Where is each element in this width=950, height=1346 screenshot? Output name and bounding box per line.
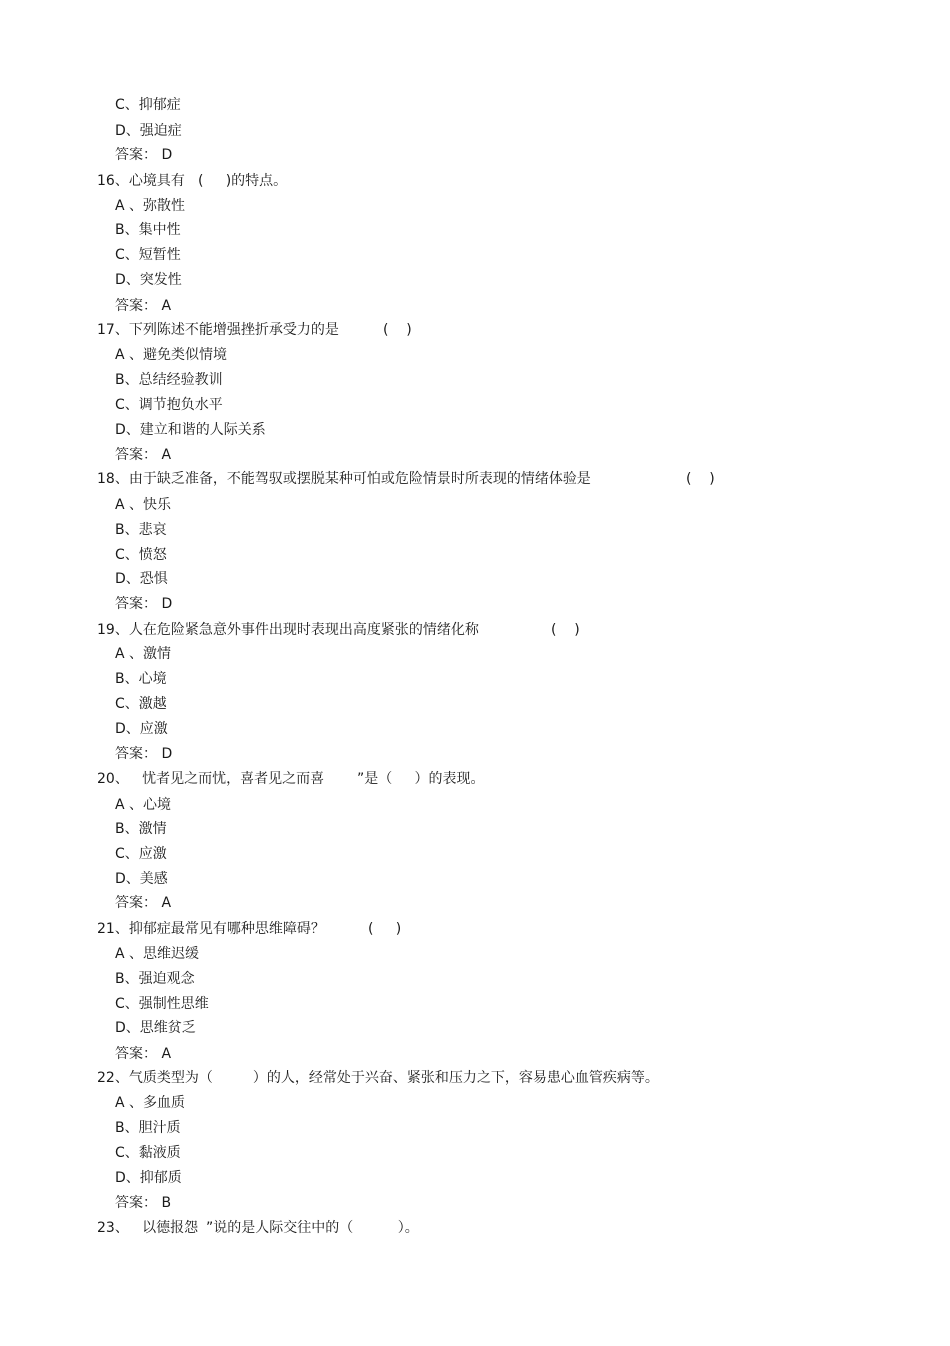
- question-bracket: ( ): [383, 322, 412, 338]
- option-line: C、抑郁症: [115, 97, 181, 113]
- option-line: A 、激情: [115, 646, 172, 662]
- option-line: B、集中性: [115, 222, 181, 238]
- option-line: C、调节抱负水平: [115, 397, 223, 413]
- question-bracket: ”说的是人际交往中的（ ）。: [206, 1220, 419, 1236]
- question-bracket: ”是（ ）的表现。: [357, 771, 485, 787]
- option-line: B、激情: [115, 821, 167, 837]
- option-line: A 、心境: [115, 797, 172, 813]
- option-line: C、激越: [115, 696, 167, 712]
- question-stem: 19、人在危险紧急意外事件出现时表现出高度紧张的情绪化称: [97, 622, 479, 638]
- question-stem: 22、气质类型为（ ）的人，经常处于兴奋、紧张和压力之下，容易患心血管疾病等。: [97, 1070, 659, 1086]
- option-line: C、强制性思维: [115, 996, 209, 1012]
- answer-line: 答案： A: [115, 895, 172, 911]
- option-line: B、胆汁质: [115, 1120, 181, 1136]
- answer-line: 答案： A: [115, 447, 172, 463]
- question-stem: 17、下列陈述不能增强挫折承受力的是: [97, 322, 339, 338]
- option-line: C、应激: [115, 846, 167, 862]
- option-line: C、黏液质: [115, 1145, 181, 1161]
- question-stem: 20、 忧者见之而忧，喜者见之而喜: [97, 771, 325, 787]
- option-line: D、应激: [115, 721, 168, 737]
- option-line: D、美感: [115, 871, 168, 887]
- option-line: D、思维贫乏: [115, 1020, 196, 1036]
- option-line: D、突发性: [115, 272, 182, 288]
- answer-line: 答案： D: [115, 147, 173, 163]
- option-line: D、强迫症: [115, 123, 182, 139]
- option-line: B、悲哀: [115, 522, 167, 538]
- question-bracket: ( ): [551, 622, 580, 638]
- answer-line: 答案： A: [115, 298, 172, 314]
- option-line: B、总结经验教训: [115, 372, 223, 388]
- option-line: C、短暂性: [115, 247, 181, 263]
- option-line: C、愤怒: [115, 547, 167, 563]
- option-line: A 、弥散性: [115, 198, 186, 214]
- option-line: B、心境: [115, 671, 167, 687]
- question-stem: 23、 以德报怨: [97, 1220, 199, 1236]
- answer-line: 答案： B: [115, 1195, 172, 1211]
- question-stem: 21、抑郁症最常见有哪种思维障碍？: [97, 921, 325, 937]
- option-line: D、抑郁质: [115, 1170, 182, 1186]
- answer-line: 答案： D: [115, 746, 173, 762]
- question-stem: 18、由于缺乏准备，不能驾驭或摆脱某种可怕或危险情景时所表现的情绪体验是: [97, 471, 591, 487]
- option-line: B、强迫观念: [115, 971, 195, 987]
- answer-line: 答案： D: [115, 596, 173, 612]
- option-line: A 、思维迟缓: [115, 946, 200, 962]
- option-line: D、建立和谐的人际关系: [115, 422, 266, 438]
- question-bracket: ( ): [686, 471, 715, 487]
- answer-line: 答案： A: [115, 1046, 172, 1062]
- option-line: A 、快乐: [115, 497, 172, 513]
- question-bracket: ( )的特点。: [198, 173, 288, 189]
- option-line: D、恐惧: [115, 571, 168, 587]
- option-line: A 、避免类似情境: [115, 347, 228, 363]
- question-bracket: ( ): [368, 921, 402, 937]
- option-line: A 、多血质: [115, 1095, 186, 1111]
- question-stem: 16、心境具有: [97, 173, 185, 189]
